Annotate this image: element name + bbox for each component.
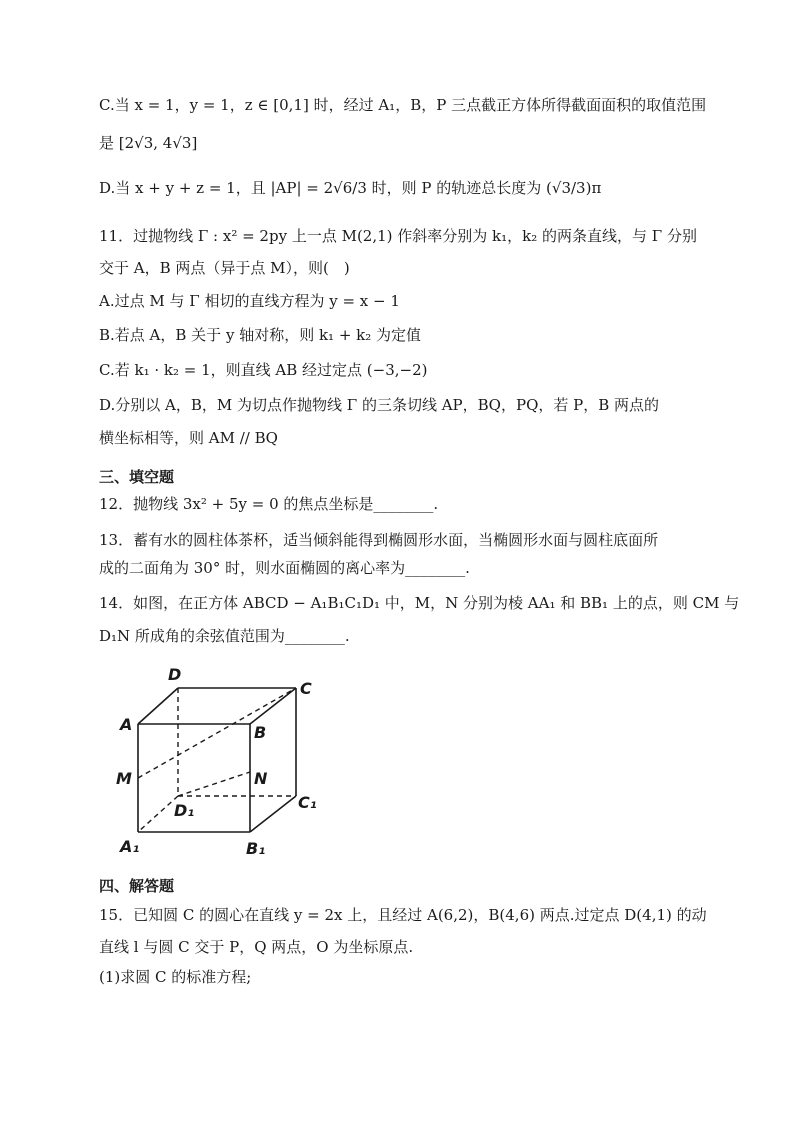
segment-MC xyxy=(138,688,296,778)
option-11d-line2: 横坐标相等，则 AM // BQ xyxy=(99,429,278,447)
question-15-line2: 直线 l 与圆 C 交于 P，Q 两点，O 为坐标原点. xyxy=(99,938,414,956)
label-B: B xyxy=(254,723,267,742)
edge-DA xyxy=(138,688,178,724)
option-11d-line1: D.分别以 A，B，M 为切点作抛物线 Γ 的三条切线 AP，BQ，PQ，若 P，B 两点的 xyxy=(99,396,660,414)
cube-figure xyxy=(112,660,337,860)
question-14-line2: D₁N 所成角的余弦值范围为________. xyxy=(99,627,350,645)
option-11c: C.若 k₁ · k₂ = 1，则直线 AB 经过定点 (−3,−2) xyxy=(99,361,428,379)
question-13-line2: 成的二面角为 30° 时，则水面椭圆的离心率为________. xyxy=(99,559,470,577)
label-A: A xyxy=(120,715,133,734)
label-N: N xyxy=(254,769,268,788)
edge-D1A1-hidden xyxy=(138,796,178,832)
option-10c-line2: 是 [2√3, 4√3] xyxy=(99,134,198,152)
segment-D1N xyxy=(178,772,250,796)
question-13-line1: 13．蓄有水的圆柱体茶杯，适当倾斜能得到椭圆形水面，当椭圆形水面与圆柱底面所 xyxy=(99,531,659,549)
label-M: M xyxy=(116,769,132,788)
option-10c-line1: C.当 x = 1，y = 1，z ∈ [0,1] 时，经过 A₁，B，P 三点截正方体所得截面面积的取值范围 xyxy=(99,96,707,114)
option-11a: A.过点 M 与 Γ 相切的直线方程为 y = x − 1 xyxy=(99,292,400,310)
option-10d: D.当 x + y + z = 1，且 |AP| = 2√6/3 时，则 P 的轨迹总长度为 (√3/3)π xyxy=(99,179,602,197)
edge-B1C1 xyxy=(250,796,296,832)
question-15-part1: (1)求圆 C 的标准方程; xyxy=(99,968,252,986)
section-heading-answer: 四、解答题 xyxy=(99,877,175,895)
question-12: 12．抛物线 3x² + 5y = 0 的焦点坐标是________. xyxy=(99,495,439,513)
label-A1: A₁ xyxy=(120,837,140,856)
label-D: D xyxy=(168,665,182,684)
question-11-line2: 交于 A，B 两点（异于点 M），则( ) xyxy=(99,259,350,277)
option-11b: B.若点 A，B 关于 y 轴对称，则 k₁ + k₂ 为定值 xyxy=(99,326,422,344)
question-14-line1: 14．如图，在正方体 ABCD − A₁B₁C₁D₁ 中，M，N 分别为棱 AA₁ 和 BB₁ 上的点，则 CM 与 xyxy=(99,594,740,612)
label-C1: C₁ xyxy=(298,793,317,812)
label-C: C xyxy=(300,679,312,698)
question-15-line1: 15．已知圆 C 的圆心在直线 y = 2x 上，且经过 A(6,2)，B(4,6) 两点.过定点 D(4,1) 的动 xyxy=(99,906,707,924)
label-B1: B₁ xyxy=(246,839,266,858)
section-heading-fill-in: 三、填空题 xyxy=(99,468,175,486)
edge-CB xyxy=(250,688,296,724)
cube-diagram xyxy=(112,660,337,860)
label-D1: D₁ xyxy=(174,801,195,820)
question-11-line1: 11．过抛物线 Γ : x² = 2py 上一点 M(2,1) 作斜率分别为 k₁，k₂ 的两条直线，与 Γ 分别 xyxy=(99,227,697,245)
